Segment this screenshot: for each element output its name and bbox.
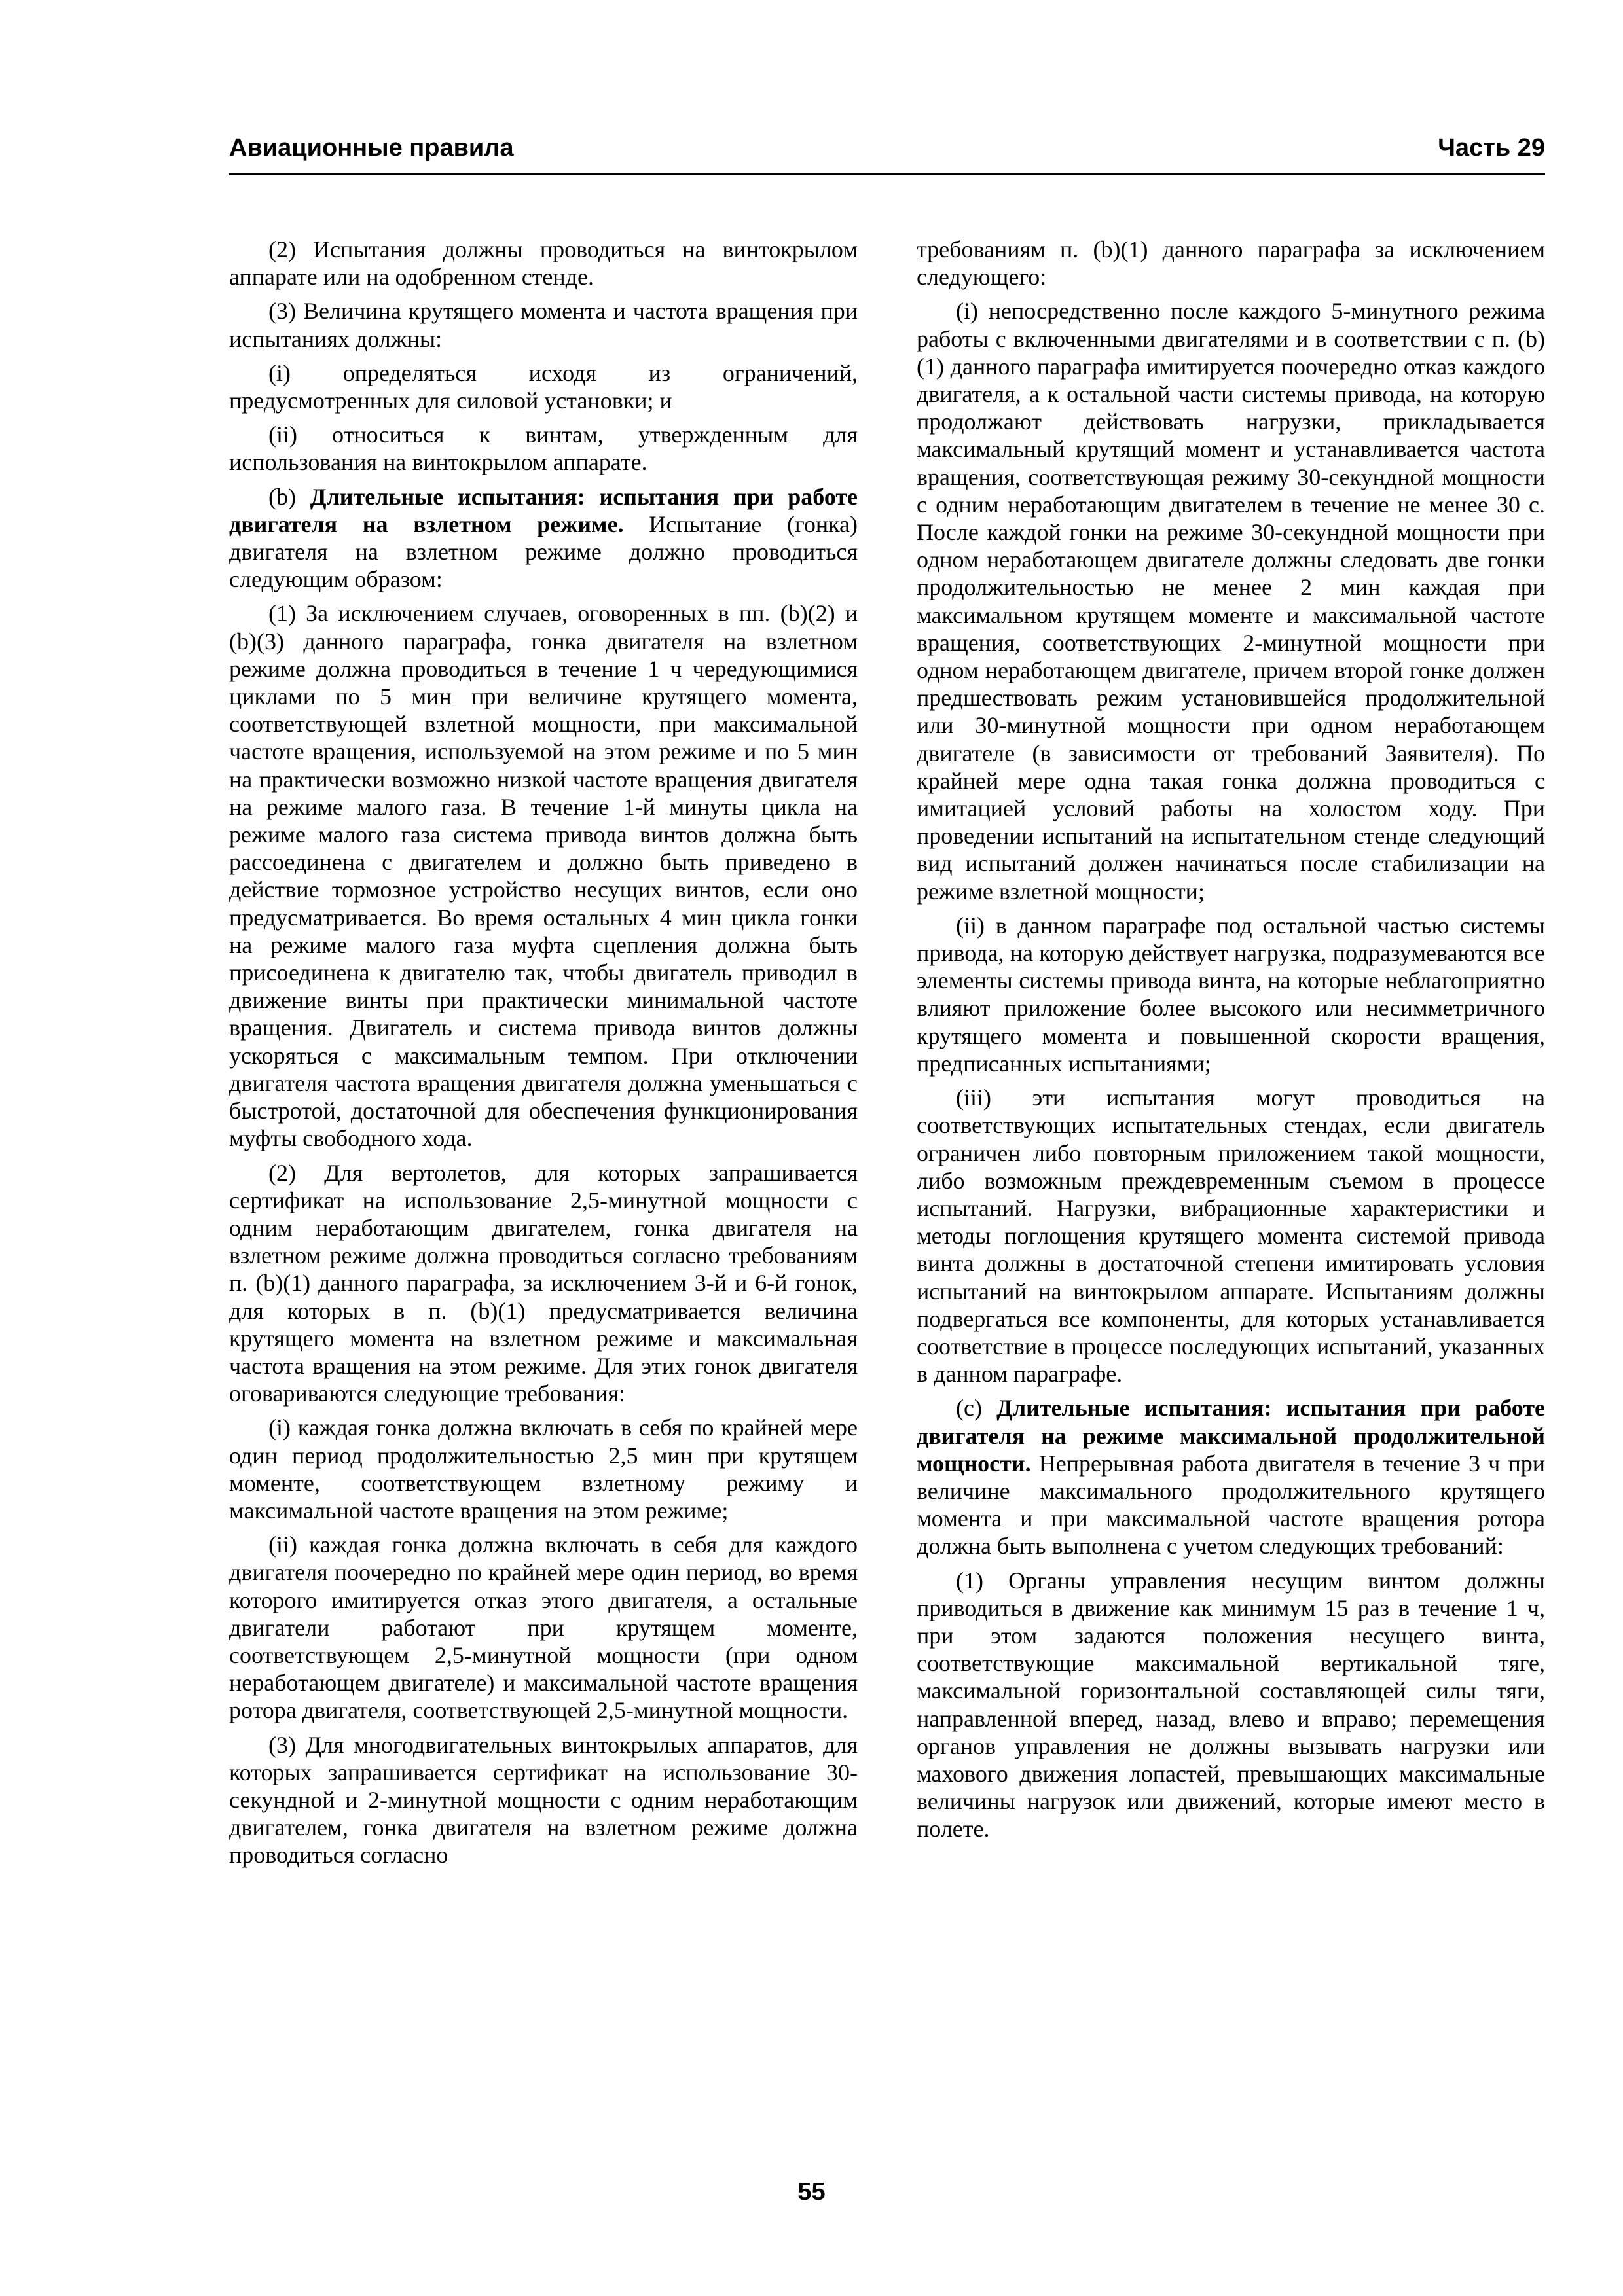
- section-prefix: (b): [268, 483, 310, 510]
- section-text: Непрерывная работа двигателя в течение 3 ч при величине максимального продолжительного крутящего момента и при максимальной частоте вращения ротора должна быть выполнена с учетом следующих требований:: [917, 1450, 1545, 1560]
- paragraph: (2) Для вертолетов, для которых запрашивается сертификат на использование 2,5-минутной мощности с одним неработающим двигателем, гонка двигателя на взлетном режиме должна проводиться согласно требованиям п. (b)(1) данного параграфа, за исключением 3-й и 6-й гонок, для которых в п. (b)(1) предусматривается величина крутящего момента на взлетном режиме и максимальная частота вращения на этом режиме. Для этих гонок двигателя оговариваются следующие требования:: [229, 1159, 858, 1407]
- page-header: [229, 134, 1545, 175]
- paragraph: (1) Органы управления несущим винтом должны приводиться в движение как минимум 15 раз в течение 1 ч, при этом задаются положения несущего винта, соответствующие максимальной вертикальной тяге, максимальной горизонтальной составляющей силы тяги, направленной вперед, назад, влево и вправо; перемещения органов управления не должны вызывать нагрузки или махового движения лопастей, превышающих максимальные величины нагрузок или движений, которые имеют место в полете.: [917, 1567, 1545, 1842]
- paragraph: (3) Величина крутящего момента и частота вращения при испытаниях должны:: [229, 298, 858, 352]
- section-text: Испытание (гонка) двигателя на взлетном режиме должно проводиться следующим образом:: [229, 511, 858, 593]
- section-heading: Длительные испытания: испытания при работе двигателя на взлетном режиме.: [229, 483, 858, 537]
- header-part: Часть 29: [1438, 134, 1545, 162]
- paragraph: (3) Для многодвигательных винтокрылых аппаратов, для которых запрашивается сертификат на использование 30-секундной и 2-минутной мощности с одним неработающим двигателем, гонка двигателя на взлетном режиме должна проводиться согласно: [229, 1731, 858, 1869]
- paragraph: (ii) относиться к винтам, утвержденным для использования на винтокрылом аппарате.: [229, 422, 858, 476]
- paragraph: (iii) эти испытания могут проводиться на соответствующих испытательных стендах, если двигатель ограничен либо повторным приложением такой мощности, либо возможным преждевременным съемом в процессе испытаний. Нагрузки, вибрационные характеристики и методы поглощения крутящего момента системой привода винта должны в достаточной степени имитировать условия испытаний на винтокрылом аппарате. Испытаниям должны подвергаться все компоненты, для которых устанавливается соответствие в процессе последующих испытаний, указанных в данном параграфе.: [917, 1085, 1545, 1388]
- paragraph: (ii) в данном параграфе под остальной частью системы привода, на которую действует нагрузка, подразумеваются все элементы системы привода винта, на которые неблагоприятно влияют приложение более высокого или несимметричного крутящего момента и повышенной скорости вращения, предписанных испытаниями;: [917, 912, 1545, 1077]
- section-b-paragraph: [229, 483, 858, 594]
- paragraph-continuation: требованиям п. (b)(1) данного параграфа за исключением следующего:: [917, 236, 1545, 291]
- right-column: [917, 236, 1545, 1850]
- paragraph: (ii) каждая гонка должна включать в себя для каждого двигателя поочередно по крайней мере один период, во время которого имитируется отказ этого двигателя, а остальные двигатели работают при крутящем моменте, соответствующем 2,5-минутной мощности (при одном неработающем двигателе) и максимальной частоте вращения ротора двигателя, соответствующей 2,5-минутной мощности.: [229, 1532, 858, 1724]
- section-prefix: (c): [956, 1395, 997, 1422]
- section-c-paragraph: [917, 1394, 1545, 1560]
- section-heading: Длительные испытания: испытания при работе двигателя на режиме максимальной продолжительной мощности.: [917, 1395, 1545, 1477]
- header-title: Авиационные правила: [229, 134, 514, 162]
- paragraph: (2) Испытания должны проводиться на винтокрылом аппарате или на одобренном стенде.: [229, 236, 858, 291]
- paragraph: (i) каждая гонка должна включать в себя по крайней мере один период продолжительностью 2,5 мин при крутящем моменте, соответствующем взлетному режиму и максимальной частоте вращения на этом режиме;: [229, 1414, 858, 1524]
- paragraph: (1) За исключением случаев, оговоренных в пп. (b)(2) и (b)(3) данного параграфа, гонка двигателя на взлетном режиме должна проводиться в течение 1 ч чередующимися циклами по 5 мин при величине крутящего момента, соответствующей взлетной мощности, при максимальной частоте вращения, используемой на этом режиме и по 5 мин на практически возможно низкой частоте вращения двигателя на режиме малого газа. В течение 1-й минуты цикла на режиме малого газа система привода винтов должна быть рассоединена с двигателем и должно быть приведено в действие тормозное устройство несущих винтов, если оно предусматривается. Во время остальных 4 мин цикла гонки на режиме малого газа муфта сцепления должна быть присоединена к двигателю так, чтобы двигатель приводил в движение винты при практически минимальной частоте вращения. Двигатель и система привода винтов должны ускоряться с максимальным темпом. При отключении двигателя частота вращения двигателя должна уменьшаться с быстротой, достаточной для обеспечения функционирования муфты свободного хода.: [229, 600, 858, 1152]
- page-number: 55: [797, 2178, 826, 2206]
- paragraph: (i) непосредственно после каждого 5-минутного режима работы с включенными двигателями и в соответствии с п. (b)(1) данного параграфа имитируется поочередно отказ каждого двигателя, а к остальной части системы привода, на которую продолжают действовать нагрузки, прикладывается максимальный крутящий момент и устанавливается частота вращения, соответствующая режиму 30-секундной мощности с одним неработающим двигателем в течение не менее 30 с. После каждой гонки на режиме 30-секундной мощности при одном неработающем двигателе должны следовать две гонки продолжительностью не менее 2 мин каждая при максимальном крутящем моменте и максимальной частоте вращения, соответствующих 2-минутной мощности при одном неработающем двигателе, причем второй гонке должен предшествовать режим установившейся продолжительной или 30-минутной мощности при одном неработающем двигателе (в зависимости от требований Заявителя). По крайней мере одна такая гонка должна проводиться с имитацией условий работы на холостом ходу. При проведении испытаний на испытательном стенде следующий вид испытаний должен начинаться после стабилизации на режиме взлетной мощности;: [917, 298, 1545, 905]
- paragraph: (i) определяться исходя из ограничений, предусмотренных для силовой установки; и: [229, 359, 858, 414]
- left-column: [229, 236, 858, 1876]
